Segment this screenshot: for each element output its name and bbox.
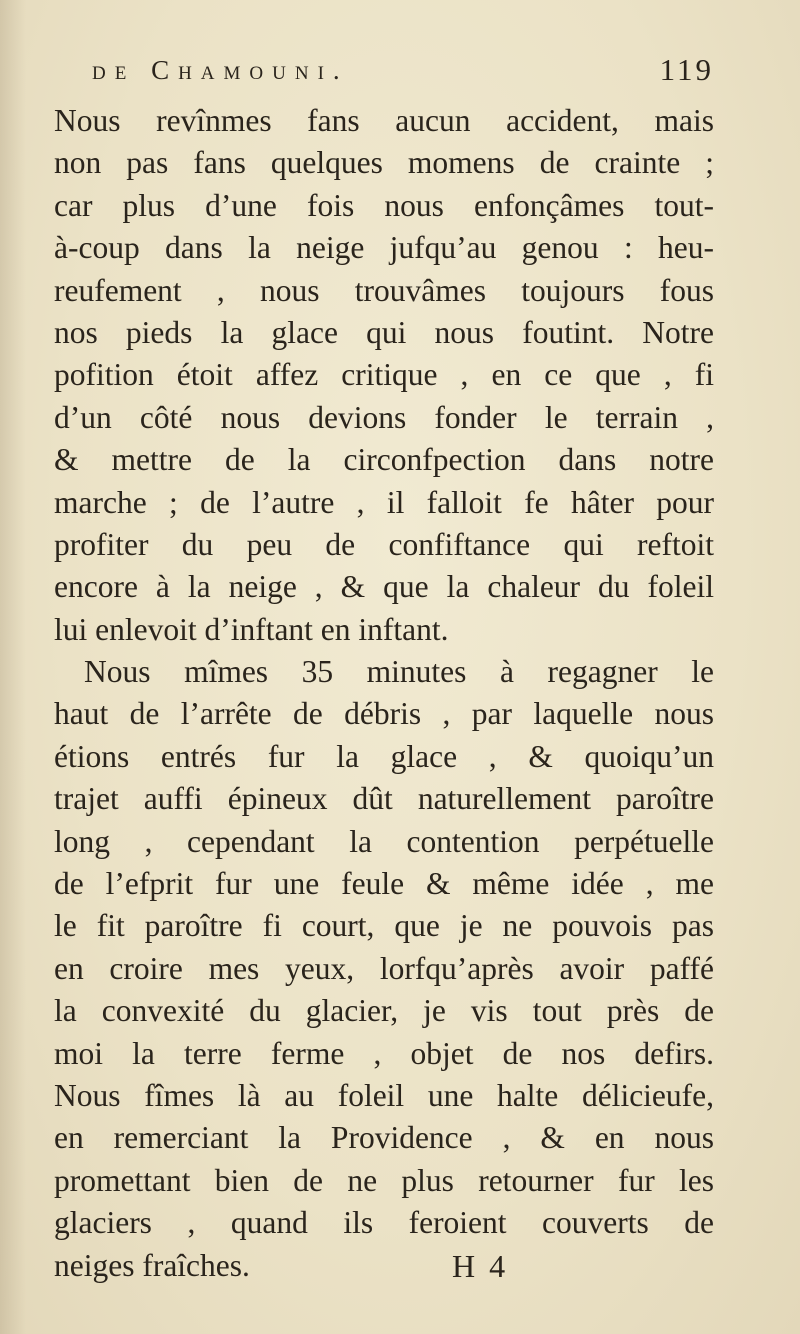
page-header xyxy=(92,48,714,92)
text-line: encore à la neige , & que la chaleur du foleil xyxy=(54,569,714,605)
text-line: & mettre de la circonfpection dans notre xyxy=(54,442,714,478)
text-line: Nous revînmes fans aucun accident, mais xyxy=(54,103,714,138)
text-line: la convexité du glacier, je vis tout près de xyxy=(54,993,714,1029)
text-line: Nous mîmes 35 minutes à regagner le xyxy=(84,654,714,690)
text-line: car plus d’une fois nous enfonçâmes tout- xyxy=(54,187,714,223)
text-line: glaciers , quand ils feroient couverts de xyxy=(54,1205,714,1241)
text-line: long , cependant la contention perpétuelle xyxy=(54,823,714,859)
text-line: en croire mes yeux, lorfqu’après avoir paffé xyxy=(54,950,714,986)
text-line: haut de l’arrête de débris , par laquelle nous xyxy=(54,696,714,732)
page-number: 119 xyxy=(659,52,714,87)
signature-mark: H 4 xyxy=(452,1248,509,1284)
text-line: de l’efprit fur une feule & même idée , me xyxy=(54,866,714,902)
text-line: neiges fraîches. xyxy=(54,1247,250,1283)
text-line: promettant bien de ne plus retourner fur les xyxy=(54,1162,714,1198)
text-line: non pas fans quelques momens de crainte ; xyxy=(54,145,714,181)
text-line: nos pieds la glace qui nous foutint. Notre xyxy=(54,314,714,350)
text-line: moi la terre ferme , objet de nos defirs. xyxy=(54,1035,714,1071)
text-line: profiter du peu de confiftance qui reftoit xyxy=(54,526,714,562)
text-line: le fit paroître fi court, que je ne pouvois pas xyxy=(54,908,714,944)
text-line: pofition étoit affez critique , en ce que , fi xyxy=(54,357,714,393)
text-line: à-coup dans la neige jufqu’au genou : heu- xyxy=(54,230,714,266)
running-title: de Chamouni. xyxy=(92,55,349,85)
page-gutter-shadow xyxy=(0,0,26,1334)
body-text xyxy=(54,100,714,1287)
text-line: reufement , nous trouvâmes toujours fous xyxy=(54,272,714,308)
text-line: en remerciant la Providence , & en nous xyxy=(54,1120,714,1156)
text-line: Nous fîmes là au foleil une halte délicieufe, xyxy=(54,1077,714,1113)
text-line: étions entrés fur la glace , & quoiqu’un xyxy=(54,738,714,774)
text-line: d’un côté nous devions fonder le terrain , xyxy=(54,399,714,435)
text-line: trajet auffi épineux dût naturellement paroître xyxy=(54,781,714,817)
text-line: marche ; de l’autre , il falloit fe hâter pour xyxy=(54,484,714,520)
text-line: lui enlevoit d’inftant en inftant. xyxy=(54,611,449,647)
